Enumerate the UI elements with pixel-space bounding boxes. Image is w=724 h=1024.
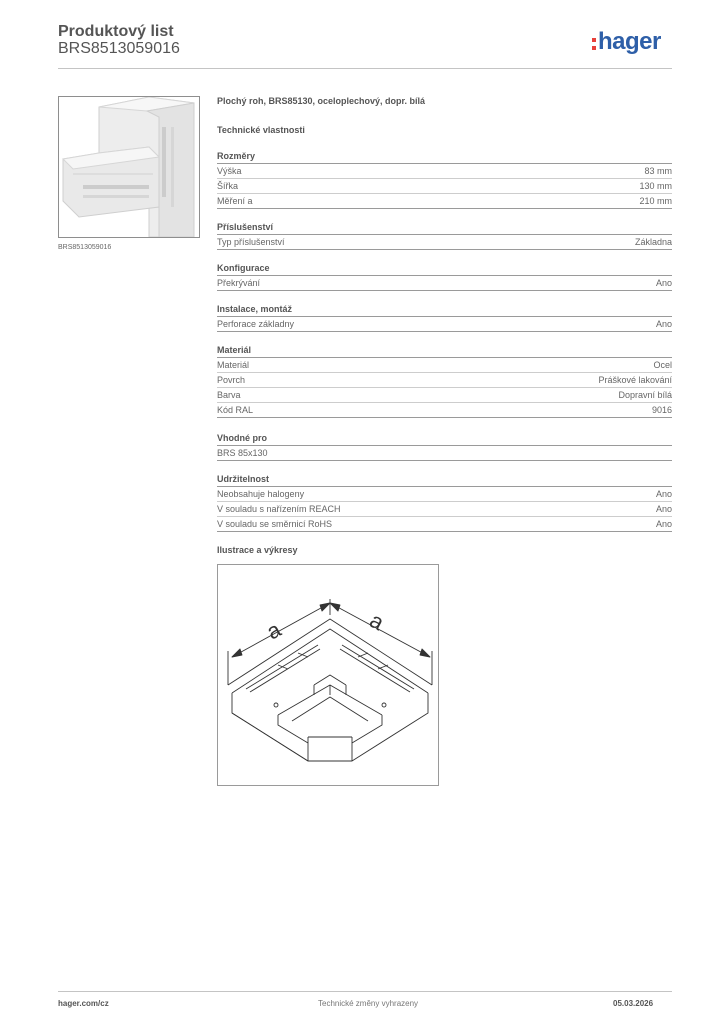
property-row [217,276,672,291]
photo-caption: BRS8513059016 [58,244,112,251]
property-row [217,235,672,250]
logo-text: hager [598,28,661,55]
group-title: Rozměry [217,150,672,164]
property-label: Barva [217,390,241,400]
flat-corner-photo-icon [59,97,199,237]
property-label: Materiál [217,360,250,370]
property-label: Perforace základny [217,319,295,329]
property-label: Kód RAL [217,405,254,415]
property-row [217,164,672,179]
page-title: Produktový list [58,23,174,40]
dimension-label-left: a [262,616,285,645]
tech-properties-heading: Technické vlastnosti [217,125,305,135]
property-row [217,179,672,194]
group-suitable-for [217,432,672,461]
group-title: Příslušenství [217,221,672,235]
illustrations-heading: Ilustrace a výkresy [217,545,298,555]
property-row [217,373,672,388]
property-value: 9016 [651,405,672,415]
product-description: Plochý roh, BRS85130, oceloplechový, dopr. bílá [217,96,426,106]
property-row [217,358,672,373]
property-label: V souladu s nařízením REACH [217,504,341,514]
group-title: Udržitelnost [217,473,672,487]
property-value: Základna [634,237,672,247]
property-label: Povrch [217,375,246,385]
property-value: Ano [655,489,672,499]
property-row [217,388,672,403]
flat-corner-drawing-icon [218,565,438,785]
footer-date: 05.03.2026 [613,999,654,1008]
property-value: Ocel [653,360,672,370]
property-value: Dopravní bílá [618,390,672,400]
group-title: Konfigurace [217,262,672,276]
group-title: Instalace, montáž [217,303,672,317]
group-title: Vhodné pro [217,432,672,446]
property-row [217,502,672,517]
property-value: 130 mm [639,181,672,191]
product-details [217,95,672,786]
property-row [217,446,672,461]
property-row [217,194,672,209]
dimension-label-right: a [365,607,389,636]
property-row [217,517,672,532]
group-configuration [217,262,672,291]
property-label: Překrývání [217,278,261,288]
property-value: Práškové lakování [598,375,672,385]
footer-website-link[interactable]: hager.com/cz [58,999,109,1008]
property-label: Neobsahuje halogeny [217,489,305,499]
property-value: Ano [655,519,672,529]
property-row [217,487,672,502]
property-value: Ano [655,319,672,329]
property-value: Ano [655,278,672,288]
footer-divider [58,991,672,992]
footer-notice: Technické změny vyhrazeny [318,999,419,1008]
group-accessories [217,221,672,250]
product-photo [58,96,200,238]
property-label: Měření a [217,196,253,206]
property-row [217,317,672,332]
property-row [217,403,672,418]
group-title: Materiál [217,344,672,358]
property-value: 210 mm [639,196,672,206]
property-label: Typ příslušenství [217,237,285,247]
header-divider [58,68,672,69]
technical-drawing [217,564,439,786]
product-code: BRS8513059016 [58,40,180,57]
group-material [217,344,672,418]
property-value: Ano [655,504,672,514]
group-installation [217,303,672,332]
group-sustainability [217,473,672,532]
property-label: Výška [217,166,242,176]
property-label: BRS 85x130 [217,448,268,458]
property-label: Šířka [217,181,239,191]
group-dimensions [217,150,672,209]
logo-dots-icon [592,38,596,50]
property-value: 83 mm [644,166,672,176]
hager-logo[interactable] [592,28,661,56]
property-label: V souladu se směrnicí RoHS [217,519,333,529]
